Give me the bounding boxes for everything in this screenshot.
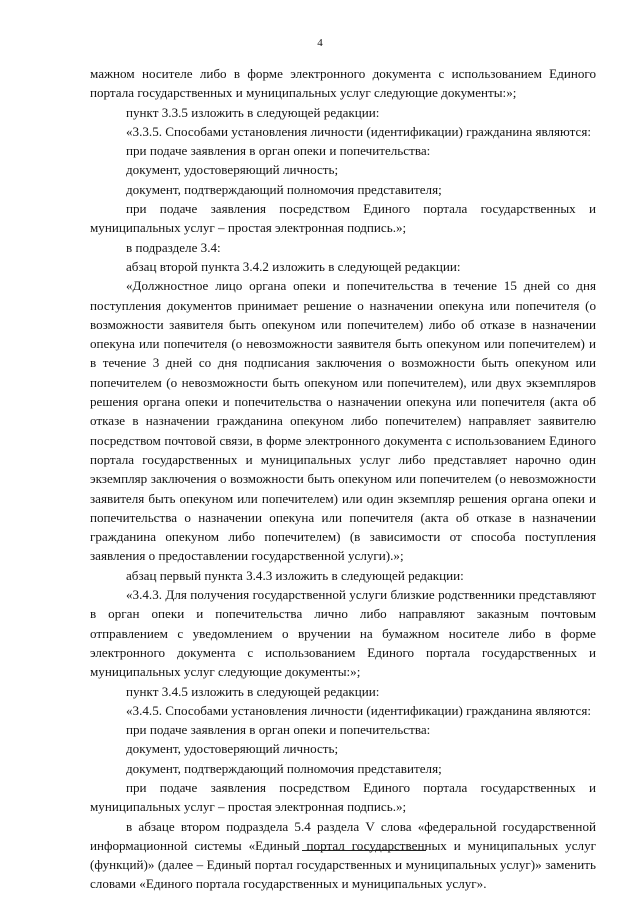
paragraph: «3.4.5. Способами установления личности (идентификации) гражданина являются: bbox=[126, 702, 591, 718]
paragraph: документ, удостоверяющий личность; bbox=[126, 162, 339, 178]
paragraph: пункт 3.3.5 изложить в следующей редакции: bbox=[126, 104, 380, 120]
page-number: 4 bbox=[317, 37, 323, 49]
paragraph: документ, удостоверяющий личность; bbox=[126, 741, 339, 757]
paragraph: в подразделе 3.4: bbox=[126, 239, 221, 255]
paragraph: мажном носителе либо в форме электронного документа с использованием Единого портала государственных и муниципальных услуг следующие документы:»; bbox=[90, 66, 596, 101]
document-body bbox=[90, 64, 596, 894]
paragraph: «3.3.5. Способами установления личности (идентификации) гражданина являются: bbox=[126, 123, 591, 139]
paragraph: в абзаце втором подраздела 5.4 раздела V слова «федеральной государственной информационной системы «Единый портал государственных и муниципальных услуг (функций)» (далее – Единый портал государственных и муниципальных услуг)» заменить словами «Единого портала государственных и муниципальных услуг». bbox=[90, 818, 596, 892]
paragraph: документ, подтверждающий полномочия представителя; bbox=[126, 181, 442, 197]
paragraph: абзац второй пункта 3.4.2 изложить в следующей редакции: bbox=[126, 258, 461, 274]
paragraph: при подаче заявления посредством Единого портала государственных и муниципальных услуг – простая электронная подпись.»; bbox=[90, 779, 596, 815]
paragraph: «3.4.3. Для получения государственной услуги близкие родственники представляют в орган опеки и попечительства лично либо направляют заказным почтовым отправлением с уведомлением о вручении на бумажном носителе либо в форме электронного документа с использованием Единого портала государственных и муниципальных услуг следующие документы:»; bbox=[90, 587, 596, 680]
paragraph: при подаче заявления посредством Единого портала государственных и муниципальных услуг – простая электронная подпись.»; bbox=[90, 201, 596, 236]
paragraph: пункт 3.4.5 изложить в следующей редакции: bbox=[126, 683, 380, 699]
end-of-text-rule bbox=[302, 850, 426, 851]
paragraph: абзац первый пункта 3.4.3 изложить в следующей редакции: bbox=[126, 567, 464, 583]
paragraph: при подаче заявления в орган опеки и попечительства: bbox=[126, 722, 431, 738]
paragraph: «Должностное лицо органа опеки и попечительства в течение 15 дней со дня поступления документов принимает решение о назначении опекуна или попечителя (о возможности заявителя быть опекуном или попечителем) либо об отказе в назначении опекуна или попечителя (о невозможности заявителя быть опекуном или попечителем) и в течение 3 дней со дня подписания заключения о возможности быть опекуном или попечителем (о невозможности быть опекуном или попечителем), или двух экземпляров решения органа опеки и попечительства о назначении опекуна или попечителя (акта об отказе в назначении гражданина опекуном либо попечителем) направляет заявителю посредством почтовой связи, в форме электронного документа с использованием Единого портала государственных и муниципальных услуг либо представляет нарочно один экземпляр заключения о возможности быть опекуном или попечителем (о невозможности заявителя быть опекуном или попечителем) или один экземпляр решения органа опеки и попечительства о назначении опекуна или попечителя (акта об отказе в назначении гражданина опекуном либо попечителем) (в зависимости от способа поступления заявления о предоставлении государственной услуги).»; bbox=[90, 278, 596, 564]
paragraph: документ, подтверждающий полномочия представителя; bbox=[126, 760, 442, 776]
paragraph: при подаче заявления в орган опеки и попечительства: bbox=[126, 143, 431, 159]
